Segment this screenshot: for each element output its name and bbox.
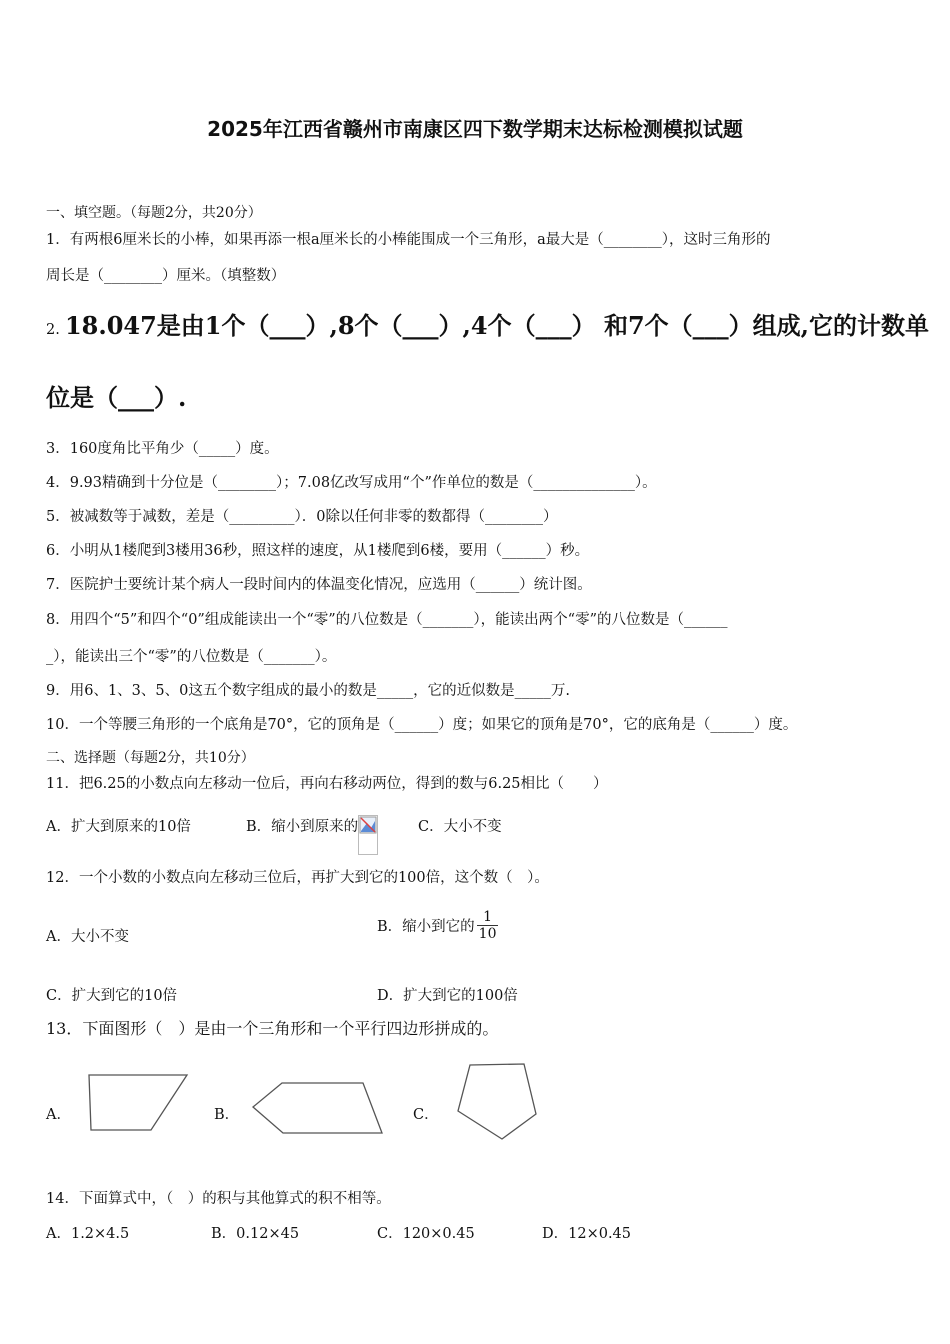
fraction-numerator: 1 — [477, 909, 499, 926]
question-11: 11．把6.25的小数点向左移动一位后，再向右移动两位，得到的数与6.25相比（ ） — [46, 776, 608, 792]
question-14-option-b: B．0.12×45 — [211, 1226, 300, 1242]
question-2 — [46, 306, 929, 341]
section-choice-heading: 二、选择题（每题2分，共10分） — [46, 750, 255, 766]
fraction-denominator: 10 — [478, 926, 497, 942]
question-11-option-b-text: B．缩小到原来的 — [246, 819, 359, 835]
question-12: 12．一个小数的小数点向左移动三位后，再扩大到它的100倍，这个数（ ）。 — [46, 870, 549, 886]
question-6: 6．小明从1楼爬到3楼用36秒，照这样的速度，从1楼爬到6楼，要用（______）秒。 — [46, 543, 590, 559]
question-8-line-2: _），能读出三个“零”的八位数是（_______）。 — [46, 649, 337, 665]
question-11-option-b — [246, 815, 378, 855]
question-13-option-c-label: C． — [413, 1107, 439, 1123]
question-14-option-c: C．120×0.45 — [377, 1226, 475, 1242]
question-13-option-b-label: B． — [214, 1107, 240, 1123]
section-fill-blank-heading: 一、填空题。（每题2分，共20分） — [46, 205, 262, 221]
question-5: 5．被减数等于减数，差是（_________）．0除以任何非零的数都得（________） — [46, 509, 558, 525]
question-12-option-a: A．大小不变 — [46, 929, 129, 945]
question-10: 10．一个等腰三角形的一个底角是70°，它的顶角是（______）度；如果它的顶角是70°，它的底角是（______）度。 — [46, 717, 798, 733]
question-11-option-c: C．大小不变 — [418, 819, 502, 835]
question-12-option-b-text: B．缩小到它的 — [377, 919, 475, 935]
question-2-number: 2. — [46, 322, 60, 338]
page-title: 2025年江西省赣州市南康区四下数学期末达标检测模拟试题 — [207, 117, 743, 141]
broken-image-icon — [358, 815, 378, 855]
question-2-line-1: 18.047是由1个（___）,8个（___）,4个（___） 和7个（___）组成,它的计数单 — [64, 311, 930, 340]
pentagon-shape-c — [454, 1061, 540, 1143]
question-12-option-d: D．扩大到它的100倍 — [377, 988, 518, 1004]
fraction-one-tenth — [477, 909, 499, 942]
question-14: 14．下面算式中，（ ）的积与其他算式的积不相等。 — [46, 1191, 391, 1207]
question-8-line-1: 8．用四个“5”和四个“0”组成能读出一个“零”的八位数是（_______），能读出两个“零”的八位数是（______ — [46, 612, 728, 628]
question-12-option-c: C．扩大到它的10倍 — [46, 988, 178, 1004]
question-1-line-1: 1．有两根6厘米长的小棒，如果再添一根a厘米长的小棒能围成一个三角形，a最大是（________），这时三角形的 — [46, 232, 771, 248]
question-2-line-2: 位是（___）. — [46, 383, 187, 412]
question-14-option-d: D．12×0.45 — [542, 1226, 632, 1242]
question-3: 3．160度角比平角少（_____）度。 — [46, 441, 279, 457]
question-13-option-a-label: A． — [46, 1107, 71, 1123]
question-9: 9．用6、1、3、5、0这五个数字组成的最小的数是_____，它的近似数是_____万. — [46, 683, 570, 699]
question-11-option-a: A．扩大到原来的10倍 — [46, 819, 191, 835]
question-14-option-a: A．1.2×4.5 — [46, 1226, 130, 1242]
pentagon-arrow-shape-b — [250, 1079, 386, 1137]
question-12-option-b — [377, 909, 498, 942]
question-4: 4．9.93精确到十分位是（________）；7.08亿改写成用“个”作单位的数是（______________）。 — [46, 475, 657, 491]
question-13: 13．下面图形（ ）是由一个三角形和一个平行四边形拼成的。 — [46, 1019, 499, 1038]
question-1-line-2: 周长是（________）厘米。（填整数） — [46, 268, 286, 284]
question-7: 7．医院护士要统计某个病人一段时间内的体温变化情况，应选用（______）统计图。 — [46, 577, 592, 593]
trapezoid-shape-a — [86, 1072, 190, 1134]
